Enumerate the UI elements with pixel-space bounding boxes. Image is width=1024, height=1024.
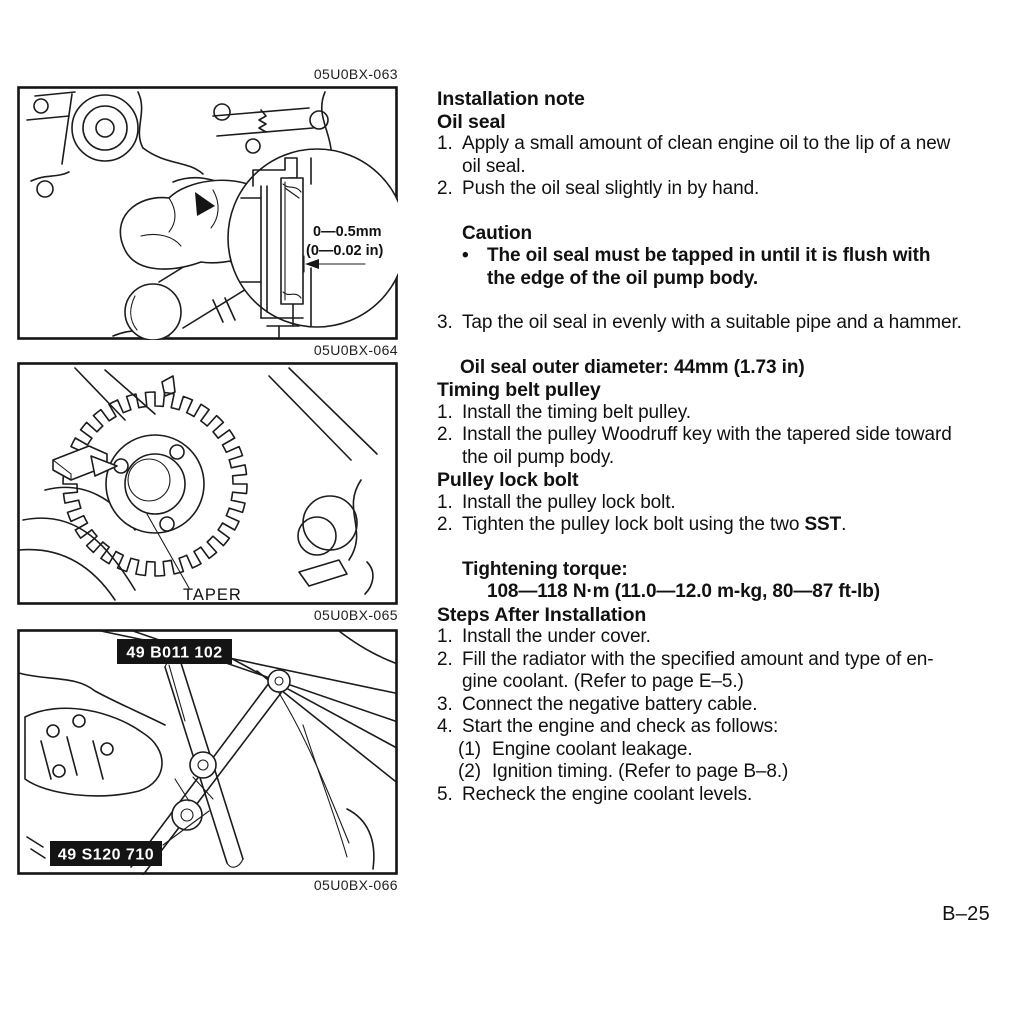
step-marker: 2. bbox=[437, 424, 453, 445]
inset-dimension-line2: (0—0.02 in) bbox=[306, 243, 384, 259]
oil-seal-step-1 bbox=[437, 133, 997, 178]
oil-seal-spec: Oil seal outer diameter: 44mm (1.73 in) bbox=[460, 356, 805, 378]
substep-marker: (1) bbox=[458, 738, 481, 760]
oil-seal-step-3 bbox=[437, 312, 997, 335]
step-line: Apply a small amount of clean engine oil to the lip of a new bbox=[462, 133, 951, 154]
sst-emphasis: SST bbox=[804, 514, 842, 535]
after-step-2 bbox=[437, 649, 997, 694]
step-line: oil seal. bbox=[462, 155, 526, 177]
step-line: Ignition timing. (Refer to page B–8.) bbox=[492, 761, 789, 782]
step-line: Install the pulley Woodruff key with the tapered side toward bbox=[462, 424, 952, 445]
inset-dimension-line1: 0—0.5mm bbox=[313, 224, 382, 240]
timing-pulley-step-1 bbox=[437, 402, 997, 425]
heading-pulley-lock-bolt: Pulley lock bolt bbox=[437, 469, 579, 491]
caution-item bbox=[462, 245, 997, 290]
sst-label-top-text: 49 B011 102 bbox=[126, 644, 223, 662]
figure-timing-belt-pulley bbox=[17, 362, 398, 605]
lock-bolt-step-1 bbox=[437, 492, 997, 515]
step-line: Engine coolant leakage. bbox=[492, 738, 693, 760]
step-line: Tap the oil seal in evenly with a suitable pipe and a hammer. bbox=[462, 312, 962, 333]
step-line: Connect the negative battery cable. bbox=[462, 693, 758, 715]
heading-steps-after-installation: Steps After Installation bbox=[437, 603, 647, 626]
instructions-column bbox=[437, 88, 997, 806]
step-line: gine coolant. (Refer to page E–5.) bbox=[462, 671, 744, 692]
taper-label: TAPER bbox=[183, 586, 242, 604]
step-line: Recheck the engine coolant levels. bbox=[462, 783, 753, 805]
step-marker: 3. bbox=[437, 693, 453, 715]
step-line: Install the pulley lock bolt. bbox=[462, 491, 676, 513]
after-step-4 bbox=[437, 716, 997, 739]
step-line bbox=[462, 514, 997, 537]
figure-code-above: 05U0BX-063 bbox=[313, 66, 398, 80]
torque-value: 108—118 N·m (11.0—12.0 m-kg, 80—87 ft-lb) bbox=[487, 581, 880, 602]
step-marker: 4. bbox=[437, 716, 453, 737]
figure-column bbox=[17, 66, 398, 893]
step-text: Tighten the pulley lock bolt using the two bbox=[462, 514, 805, 535]
heading-oil-seal: Oil seal bbox=[437, 110, 506, 133]
figure3-caption: 05U0BX-066 bbox=[313, 877, 398, 893]
timing-pulley-step-2 bbox=[437, 424, 997, 469]
substep-marker: (2) bbox=[458, 761, 481, 782]
step-line: Install the timing belt pulley. bbox=[462, 401, 691, 423]
figure1-caption: 05U0BX-064 bbox=[313, 342, 398, 358]
sst-label-bottom-text: 49 S120 710 bbox=[57, 846, 155, 864]
step-line: Start the engine and check as follows: bbox=[462, 716, 779, 737]
step-marker: 5. bbox=[437, 783, 453, 805]
caution-block bbox=[462, 223, 997, 291]
torque-spec-block bbox=[437, 559, 997, 604]
caution-line: The oil seal must be tapped in until it is flush with bbox=[487, 245, 931, 266]
step-marker: 1. bbox=[437, 133, 453, 154]
step-text: . bbox=[841, 514, 847, 535]
step-marker: 1. bbox=[437, 491, 453, 513]
after-step-3 bbox=[437, 694, 997, 717]
step-line: Push the oil seal slightly in by hand. bbox=[462, 178, 760, 199]
heading-timing-belt-pulley: Timing belt pulley bbox=[437, 379, 601, 401]
step-marker: 2. bbox=[437, 648, 453, 670]
step-line: Fill the radiator with the specified amount and type of en- bbox=[462, 648, 934, 670]
lock-bolt-step-2 bbox=[437, 514, 997, 537]
step-marker: 3. bbox=[437, 312, 453, 333]
oil-seal-step-2 bbox=[437, 178, 997, 201]
step-marker: 2. bbox=[437, 178, 453, 199]
caution-heading: Caution bbox=[462, 222, 533, 244]
bullet-marker: • bbox=[462, 245, 469, 266]
after-step-4-sub-1 bbox=[458, 739, 997, 762]
step-line: the oil pump body. bbox=[462, 446, 615, 468]
page-number: B–25 bbox=[942, 903, 990, 925]
step-line: Install the under cover. bbox=[462, 626, 651, 647]
caution-line: the edge of the oil pump body. bbox=[487, 267, 759, 289]
after-step-1 bbox=[437, 626, 997, 649]
figure-oil-seal-tapping bbox=[17, 86, 398, 340]
after-step-4-sub-2 bbox=[458, 761, 997, 784]
page-title: Installation note bbox=[437, 88, 585, 110]
figure2-caption: 05U0BX-065 bbox=[313, 607, 398, 623]
step-marker: 1. bbox=[437, 626, 453, 647]
after-step-5 bbox=[437, 784, 997, 807]
step-marker: 2. bbox=[437, 514, 453, 535]
torque-heading: Tightening torque: bbox=[462, 558, 628, 580]
step-marker: 1. bbox=[437, 401, 453, 423]
figure-sst-tools bbox=[17, 629, 398, 875]
